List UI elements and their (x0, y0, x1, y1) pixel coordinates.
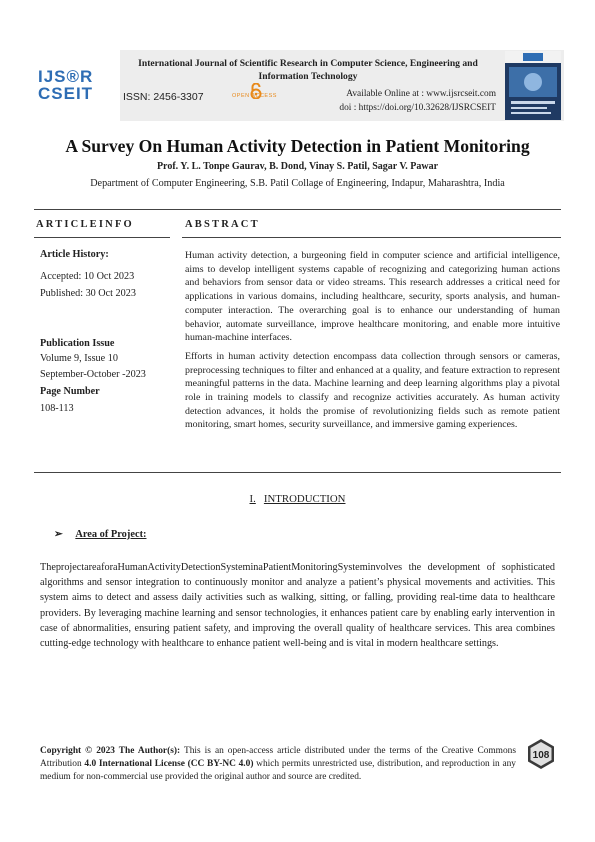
article-info-heading: ARTICLEINFO (36, 219, 134, 230)
paper-title: A Survey On Human Activity Detection in Patient Monitoring (65, 136, 530, 156)
copyright-text-1: This is an open-access article distributed under the terms of the Creative Commons Attribution (40, 746, 516, 769)
section-heading-introduction (0, 493, 595, 505)
copyright-text-2: which permits unrestricted use, distribution, and reproduction in any medium for non-commercial use provided the original author and source are credited. (40, 759, 516, 782)
issue-months: September-October -2023 (40, 369, 146, 380)
page-number-badge (526, 738, 556, 770)
journal-cover-image (505, 51, 561, 120)
doi-link[interactable]: doi : https://doi.org/10.32628/IJSRCSEIT (339, 103, 496, 113)
journal-name: International Journal of Scientific Research in Computer Science, Engineering and Information Technology (138, 58, 478, 82)
issn: ISSN: 2456-3307 (123, 91, 204, 103)
section-number: I. (249, 493, 256, 505)
page-range: 108-113 (40, 403, 74, 414)
article-history-label: Article History: (40, 249, 109, 260)
paper-affiliation: Department of Computer Engineering, S.B. Patil Collage of Engineering, Indapur, Maharashtra, India (90, 178, 505, 189)
accepted-date: Accepted: 10 Oct 2023 (40, 271, 135, 282)
page-number-label: Page Number (40, 386, 100, 397)
online-url[interactable]: Available Online at : www.ijsrcseit.com (346, 89, 496, 99)
publication-issue-label: Publication Issue (40, 338, 115, 349)
arrow-bullet-icon: ➢ (54, 529, 63, 540)
abstract-text (185, 249, 560, 437)
divider-top (34, 209, 561, 210)
area-of-project-label: Area of Project: (75, 529, 147, 540)
abstract-paragraph-1: Human activity detection, a burgeoning field in computer science and artificial intelligence, aims to develop intelligent systems capable of recognizing and categorizing human actions and behaviors from sensor data or video streams. This research addresses a critical need for applications in various domains, including healthcare, security, sports analysis, and human-computer interaction. The overarching goal is to enhance our understanding of human behavior, automate surveillance, improve healthcare monitoring, and enable more intuitive human-machine interfaces. (185, 250, 560, 344)
abstract-divider (182, 237, 561, 238)
area-of-project-heading (54, 528, 146, 540)
introduction-paragraph: TheprojectareaforaHumanActivityDetectionSysteminaPatientMonitoringSysteminvolves the development of sophisticated algorithms and sensor integration to continuously monitor and analyze a patient’s physical movements and activities. This system aims to detect and assess daily activities such as walking, sitting, or falling, providing real-time data to healthcare providers. By leveraging machine learning and sensor technologies, it enhances patient care by enabling early intervention in case of abnormalities, ensuring patient safety, and improving the overall quality of healthcare services. This area combines cutting-edge technology with healthcare to enhance patient well-being and is vital in modern healthcare settings. (40, 562, 555, 650)
journal-logo (38, 68, 102, 108)
open-access-label: OPEN ACCESS (232, 93, 277, 99)
copyright-footer (40, 745, 516, 784)
abstract-paragraph-2: Efforts in human activity detection encompass data collection through sensors or cameras, preprocessing techniques to filter and enhanced at a quality, and feature extraction to represent meaningful patterns in the data. Machine learning and deep learning algorithms play a pivotal role in training models to classify and recognize activities accurately. As human activity detection advances, it holds the promise of revolutionizing fields such as remote patient monitoring, smart homes, security surveillance, and immersive gaming experiences. (185, 350, 560, 431)
divider-bottom (34, 472, 561, 473)
logo-line-2: CSEIT (38, 84, 94, 103)
section-title: INTRODUCTION (263, 493, 346, 505)
abstract-heading: ABSTRACT (185, 219, 260, 230)
page-number: 108 (532, 750, 550, 761)
paper-authors: Prof. Y. L. Tonpe Gaurav, B. Dond, Vinay S. Patil, Sagar V. Pawar (156, 161, 439, 172)
copyright-label: Copyright © 2023 The Author(s): (40, 746, 181, 756)
published-date: Published: 30 Oct 2023 (40, 288, 136, 299)
volume-issue: Volume 9, Issue 10 (40, 353, 118, 364)
license-name: 4.0 International License (CC BY-NC 4.0) (84, 759, 254, 769)
article-info-divider (34, 237, 170, 238)
logo-line-1: IJS®R (38, 67, 94, 86)
